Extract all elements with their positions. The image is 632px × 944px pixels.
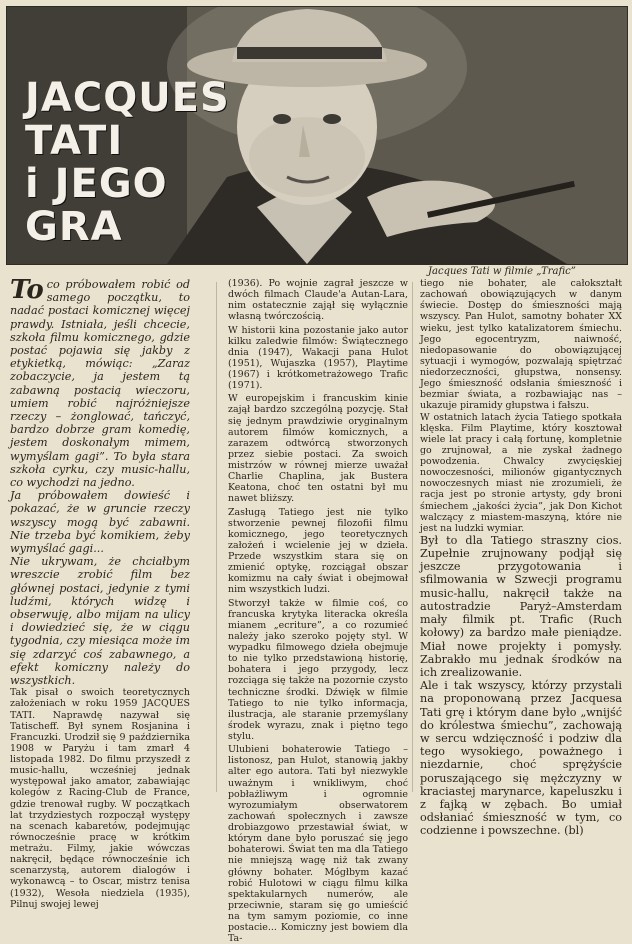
column-rule (412, 282, 413, 792)
intro-paragraph-1-text: co próbowałem robić od samego początku, to nadać postaci komicznej więcej prawdy. Istniała, jeśli chcecie, szkoła filmu komicznego, gdzie postać pojawia się jakby z etykietką, mówiąc: „Zaraz zobaczycie, ja jestem tą zabawną postacią wieczoru, umiem robić najróżniejsze rzeczy – żonglować, tańczyć, bardzo dobrze gram komedię, jestem doskonałym mimem, wymyślam gagi”. To była stara szkoła cyrku, czy music-hallu, co wychodzi na jedno. (10, 278, 190, 490)
headline-line-2: TATI (25, 118, 124, 164)
closing-paragraph: Ale i tak wszyscy, którzy przystali na proponowaną przez Jacquesa Tati grę i którym dane było „wnijść do królestwa śmiechu”, zachowają w sercu wdzięczność i podziw dla tego wysokiego, poważnego i niezdarnie, choć sprężyście poruszającego się mężczyzny w kraciastej marynarce, kapeluszku i z fajką w zębach. Bo umiał odsłaniać śmieszność w tym, co codzienne i powszechne. (bl) (420, 679, 622, 838)
intro-paragraph-1 (10, 275, 190, 490)
jacques-tati-photo (6, 6, 628, 265)
headline-line-3: i JEGO (25, 161, 168, 207)
column-2 (228, 278, 408, 944)
body-paragraph: Zasługą Tatiego jest nie tylko stworzenie pewnej filozofii filmu komicznego, jego teoretycznych założeń i wcielenie jej w dzieła. Przede wszystkim stara się on zmienić optykę, rozciągał obszar komizmu na cały świat i obejmował nim wszystkich ludzi. (228, 506, 408, 596)
body-paragraph: W europejskim i francuskim kinie zajął bardzo szczególną pozycję. Stał się jednym prawdziwie oryginalnym autorem filmów komicznych, a zarazem odtwórcą stworzonych przez siebie postaci. Za swoich mistrzów w równej mierze uważał Charlie Chaplina, jak Bustera Keatona, choć ten ostatni był mu nawet bliższy. (228, 393, 408, 505)
body-paragraph: W historii kina pozostanie jako autor kilku zaledwie filmów: Świątecznego dnia (1947), Wakacji pana Hulot (1951), Wujaszka (1957), Playtime (1967) i krótkometrażowego Trafic (1971). (228, 324, 408, 392)
column-1 (10, 275, 190, 910)
intro-paragraph-2: Ja próbowałem dowieść i pokazać, że w gruncie rzeczy wszyscy mogą być zabawni. Nie trzeba być komikiem, żeby wymyślać gagi... (10, 489, 190, 556)
article-headline (25, 77, 230, 249)
column-3 (420, 278, 622, 838)
headline-line-4: GRA (25, 204, 123, 250)
body-paragraph: (1936). Po wojnie zagrał jeszcze w dwóch filmach Claude'a Autan-Lara, nim ostatecznie zajął się wyłącznie własną twórczością. (228, 278, 408, 323)
column-rule (216, 282, 217, 792)
closing-paragraph: Był to dla Tatiego straszny cios. Zupełnie zrujnowany podjął się jeszcze przygotowania i sfilmowania w Szwecji programu music-hallu, nakręcił także na autostradzie Paryż–Amsterdam mały filmik pt. Trafic (Ruch kołowy) za bardzo małe pieniądze. Miał nowe projekty i pomysły. Zabrakło mu jednak środków na ich zrealizowanie. (420, 533, 622, 679)
intro-paragraph-3: Nie ukrywam, że chciałbym wreszcie zrobić film bez głównej postaci, jedynie z tymi ludźmi, których widzę i obserwuję, albo mijam na ulicy i dowiedzieć się, że w ciągu tygodnia, czy miesiąca może im się zdarzyć coś zabawnego, a efekt komiczny należy do wszystkich. (10, 555, 190, 688)
photo-caption: Jacques Tati w filmie „Trafic” (428, 266, 576, 277)
headline-line-1: JACQUES (25, 75, 230, 121)
dropcap: To (10, 275, 44, 305)
body-paragraph: tiego nie bohater, ale całokształt zachowań obowiązujących w danym świecie. Dostęp do śmieszności mają wszyscy. Pan Hulot, samotny bohater XX wieku, jest tylko katalizatorem śmiechu. Jego egocentryzm, naiwność, niedopasowanie do obowiązującej sytuacji i wymogów, pozwalają spiętrzać niedorzeczności, głupstwa, nonsensy. Jego śmieszność odsłania śmieszność i bezmiar świata, a rozbawiając nas – ukazuje piramidy głupstwa i fałszu. (420, 278, 622, 412)
bio-paragraph: Tak pisał o swoich teoretycznych założeniach w roku 1959 JACQUES TATI. Naprawdę nazywał się Tatischeff. Był synem Rosjanina i Francuzki. Urodził się 9 października 1908 w Paryżu i tam zmarł 4 listopada 1982. Do filmu przyszedł z music-hallu, wcześniej jednak występował jako amator, zabawiając kolegów z Racing-Club de France, gdzie trenował rugby. W początkach lat trzydziestych rozpoczął występy na scenach kabaretów, podejmując równocześnie pracę w krótkim metrażu. Filmy, jakie wówczas nakręcił, będące równocześnie ich scenarzystą, autorem dialogów i wykonawcą – to Oscar, mistrz tenisa (1932), Wesoła niedziela (1935), Pilnuj swojej lewej (10, 687, 190, 910)
body-paragraph: W ostatnich latach życia Tatiego spotkała klęska. Film Playtime, który kosztował wiele lat pracy i całą fortunę, kompletnie go zrujnował, a nie zyskał żadnego powodzenia. Chwalcy zwycięskiej nowoczesności, milionów gigantycznych nowoczesnych miast nie zrozumieli, że racja jest po stronie artysty, gdy broni śmiechem „jakości życia”, jak Don Kichot walczący z miastem-maszyną, które nie jest na ludzki wymiar. (420, 411, 622, 534)
body-paragraph: Stworzył także w filmie coś, co francuska krytyka literacka określa mianem „ecriture”, a co rozumieć należy jako szeroko pojęty styl. W wypadku filmowego dzieła obejmuje to nie tylko przedstawioną historię, bohatera i jego przygody, lecz rozciąga się także na pozornie czysto techniczne środki. Dźwięk w filmie Tatiego to nie tylko informacja, ilustracja, ale staranie przemyślany środek wyrazu, znak i piętno tego stylu. (228, 597, 408, 742)
body-paragraph: Ulubieni bohaterowie Tatiego – listonosz, pan Hulot, stanowią jakby alter ego autora. Tati był niezwykle uważnym i wnikliwym, choć pobłażliwym i ogromnie wyrozumiałym obserwatorem zachowań społecznych i zawsze drobiazgowo przestawiał świat, w którym dane było poruszać się jego bohaterowi. Świat ten ma dla Tatiego nie mniejszą wagę niż tak zwany główny bohater. Mógłbym kazać robić Hulotowi w ciągu filmu kilka spektakularnych numerów, ale przeciwnie, staram się go umieścić na tym samym poziomie, co inne postacie... Komiczny jest bowiem dla Ta- (228, 744, 408, 944)
